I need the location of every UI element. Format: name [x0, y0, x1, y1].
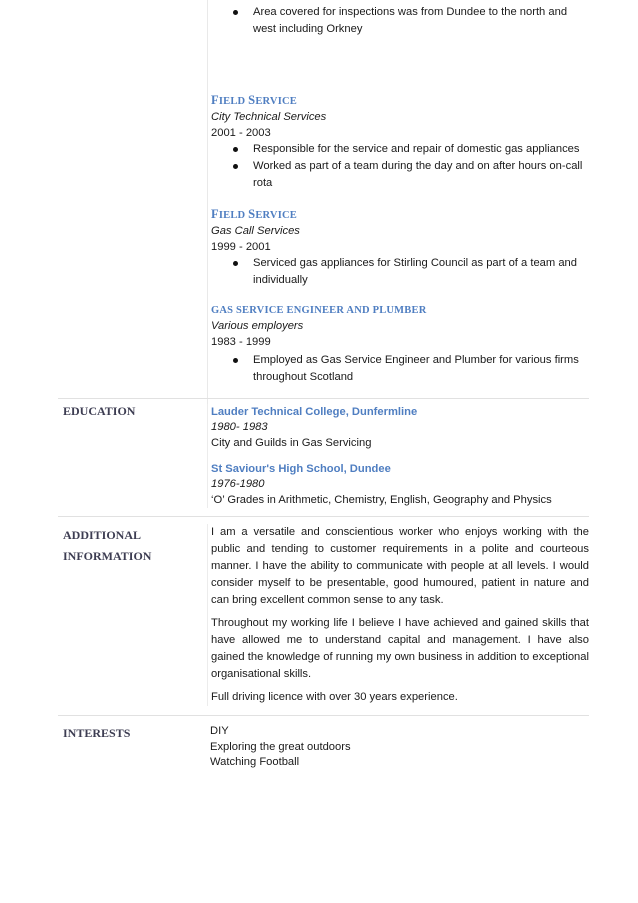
company-name: City Technical Services [211, 111, 327, 123]
interests-content [207, 724, 588, 771]
list-item: Responsible for the service and repair of domestic gas appliances [211, 141, 589, 158]
job-dates: 1983 - 1999 [211, 335, 271, 348]
school-name: Lauder Technical College, Dunfermline [211, 406, 418, 418]
list-item: Watching Football [210, 756, 300, 768]
list-item: Worked as part of a team during the day and on after hours on-call rota [211, 158, 589, 192]
bullet-icon [233, 10, 238, 15]
section-heading: EDUCATION [63, 404, 136, 418]
list-item: Serviced gas appliances for Stirling Council as part of a team and individually [211, 255, 589, 289]
top-bullet-block [211, 0, 593, 44]
company-name: Gas Call Services [211, 225, 300, 237]
education-content [207, 404, 589, 508]
bullet-icon [233, 164, 238, 169]
school-dates: 1980- 1983 [211, 421, 268, 433]
job-title: FIELD SERVICE [211, 93, 297, 107]
paragraph: Full driving licence with over 30 years experience. [211, 691, 458, 703]
list-item: DIY [210, 725, 229, 737]
job-entry [211, 303, 589, 386]
qualification: ‘O’ Grades in Arithmetic, Chemistry, English, Geography and Physics [211, 493, 552, 506]
section-heading: ADDITIONAL INFORMATION [63, 528, 152, 563]
education-section [58, 398, 589, 517]
school-name: St Saviour's High School, Dundee [211, 463, 391, 475]
list-item: Area covered for inspections was from Dundee to the north and west including Orkney [211, 4, 593, 38]
bullet-icon [233, 261, 238, 266]
company-name: Various employers [211, 320, 304, 332]
job-title: FIELD SERVICE [211, 207, 297, 221]
paragraph: I am a versatile and conscientious worker who enjoys working with the public and tending to customer requirements in a polite and courteous manner. I have the ability to communicate with people at all levels. I would consider myself to be presentable, good humoured, patient in nature and can bring excellent common sense to any task. [211, 526, 589, 606]
qualification: City and Guilds in Gas Servicing [211, 436, 372, 449]
paragraph: Throughout my working life I believe I have achieved and gained skills that have allowed me to understand capital and management. I have also gained the knowledge of running my own business in addition to exceptional organisational skills. [211, 617, 589, 680]
job-title: GAS SERVICE ENGINEER AND PLUMBER [211, 305, 427, 316]
bullet-icon [233, 147, 238, 152]
bullet-icon [233, 358, 238, 363]
job-dates: 2001 - 2003 [211, 126, 271, 139]
list-item: Exploring the great outdoors [210, 740, 351, 753]
additional-information-content [207, 524, 589, 706]
section-heading: INTERESTS [63, 726, 131, 740]
additional-information-section [58, 516, 589, 715]
job-dates: 1999 - 2001 [211, 240, 271, 253]
experience-continued [207, 0, 593, 440]
interests-section [58, 715, 589, 786]
job-entry [211, 206, 589, 289]
job-entry [211, 92, 589, 192]
school-dates: 1976-1980 [211, 478, 265, 490]
list-item: Employed as Gas Service Engineer and Plumber for various firms throughout Scotland [211, 352, 589, 386]
